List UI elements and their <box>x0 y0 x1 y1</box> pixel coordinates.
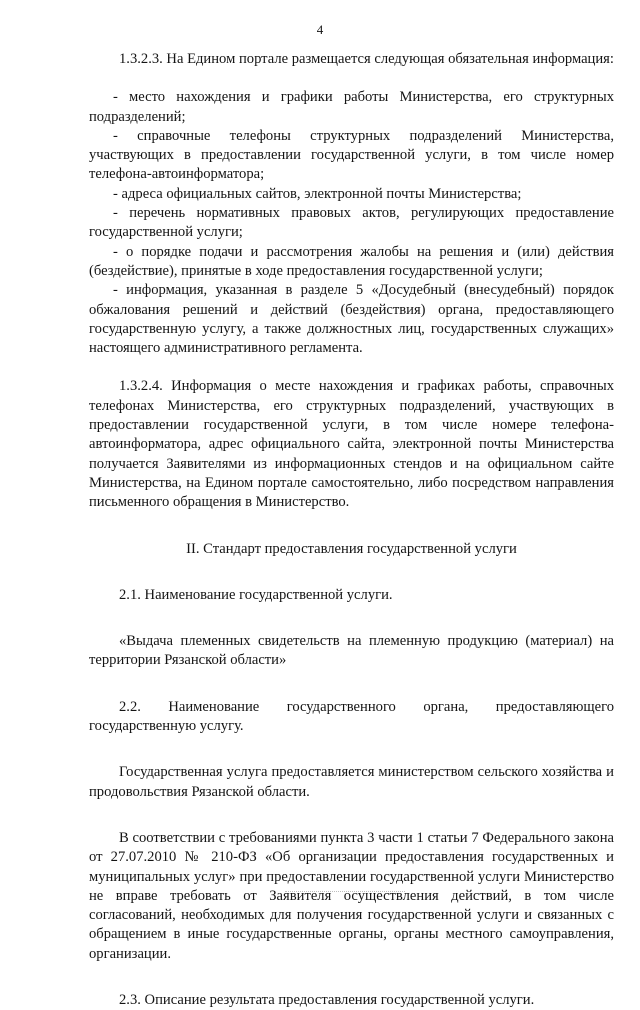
list-item-complaints: - о порядке подачи и рассмотрения жалобы на решения и (или) действия (бездействие), принятые в ходе предоставления государственной услуги; <box>89 243 614 279</box>
list-item-websites: - адреса официальных сайтов, электронной почты Министерства; <box>113 185 522 202</box>
document-body <box>89 50 614 1010</box>
paragraph-provider: Государственная услуга предоставляется министерством сельского хозяйства и продовольствия Рязанской области. <box>89 764 614 800</box>
paragraph-1-3-2-4: 1.3.2.4. Информация о месте нахождения и графиках работы, справочных телефонах Министерства, его структурных подразделений, участвующих в предоставлении государственной услуги, в том числе номере телефона-автоинформатора, адрес официального сайта, электронной почты Министерства получается Заявителями из информационных стендов и на официальном сайте Министерства, на Едином портале самостоятельно, либо посредством направления письменного обращения в Министерство. <box>89 378 614 511</box>
section-heading: II. Стандарт предоставления государственной услуги <box>186 540 517 557</box>
service-name-quote: «Выдача племенных свидетельств на племенную продукцию (материал) на территории Рязанской области» <box>89 633 614 669</box>
bottom-divider <box>285 891 405 892</box>
page-number: 4 <box>316 22 324 37</box>
paragraph-2-3: 2.3. Описание результата предоставления государственной услуги. <box>119 991 535 1008</box>
paragraph-1-3-2-3: 1.3.2.3. На Едином портале размещается следующая обязательная информация: <box>119 51 614 67</box>
paragraph-federal-law: В соответствии с требованиями пункта 3 части 1 статьи 7 Федерального закона от 27.07.2010 № 210-ФЗ «Об организации предоставления государственных и муниципальных услуг» при предоставлении государственной услуги Министерство не вправе требовать от Заявителя осуществления действий, в том числе согласований, необходимых для получения государственной услуги и связанных с обращением в иные государственные органы, органы местного самоуправления, организации. <box>89 829 614 962</box>
paragraph-2-1: 2.1. Наименование государственной услуги. <box>119 586 393 603</box>
list-item-phones: - справочные телефоны структурных подразделений Министерства, участвующих в предоставлении государственной услуги, в том числе номер телефона-автоинформатора; <box>89 127 614 183</box>
list-item-legal-acts: - перечень нормативных правовых актов, регулирующих предоставление государственной услуги; <box>89 205 614 241</box>
list-item-section-5: - информация, указанная в разделе 5 «Досудебный (внесудебный) порядок обжалования решений и действий (бездействия) органа, предоставляющего государственную услугу, а также должностных лиц, государственных служащих» настоящего административного регламента. <box>89 282 614 357</box>
list-item-location: - место нахождения и графики работы Министерства, его структурных подразделений; <box>89 89 614 125</box>
paragraph-2-2: 2.2. Наименование государственного органа, предоставляющего государственную услугу. <box>89 698 614 735</box>
